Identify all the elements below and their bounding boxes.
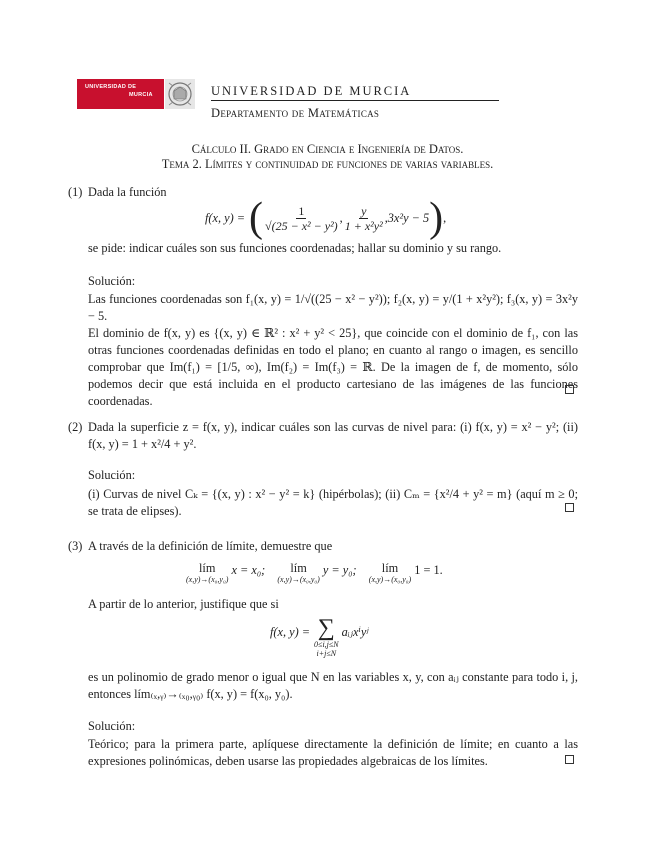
problem-3-statement: A través de la definición de límite, demuestre que [88, 539, 333, 553]
university-logo [77, 79, 164, 109]
header-divider [211, 100, 499, 101]
problem-1-solution-domain: El dominio de f(x, y) es {(x, y) ∈ ℝ² : x² + y² < 25}, que coincide con el dominio de f₁, con las otras funciones coordenadas definidas en todo el plano; en cuanto al rango o imagen, es sencillo comprobar que Im(f₁) = [1/5, ∞), Im(f₂) = Im(f₃) = ℝ. De la imagen de f, de momento, sólo podemos decir que está incluida en el producto cartesiano de las imágenes de las funciones coordenadas. [88, 326, 578, 408]
sum-icon: ∑ 0≤i,j≤N i+j≤N [314, 615, 339, 658]
department-name: Departamento de Matemáticas [211, 106, 380, 120]
problem-2-statement: Dada la superficie z = f(x, y), indicar cuáles son las curvas de nivel para: (i) f(x, y) = x² − y²; (ii) f(x, y) = 1 + x²/4 + y². [88, 420, 578, 451]
problem-3-polynomial: f(x, y) = ∑ 0≤i,j≤N i+j≤N aᵢⱼxⁱyʲ [270, 615, 369, 658]
formula-f2: $\frac{y}{\text{1 + x²y²}}$ [344, 203, 383, 233]
formula-f3: 3x²y − 5 [387, 210, 430, 225]
problem-1-ask: se pide: indicar cuáles son sus funciones coordenadas; hallar su dominio y su rango. [88, 241, 502, 255]
problem-3-limits: lím (x,y)→(x₀,y₀) x = x₀; lím (x,y)→(x₀,y₀) y = y₀; lím (x,y)→(x₀,y₀) 1 = 1. [186, 561, 443, 584]
course-title: Cálculo II. Grado en Ciencia e Ingeniería de Datos. [191, 142, 464, 156]
problem-3-number: (3) [68, 539, 83, 553]
problem-3-solution-label: Solución: [88, 719, 136, 733]
problem-1-statement: Dada la función [88, 185, 167, 199]
qed-square-icon [565, 503, 574, 512]
qed-square-icon [565, 755, 574, 764]
problem-2-solution-label: Solución: [88, 468, 136, 482]
problem-2-number: (2) [68, 420, 83, 434]
problem-1-formula: f(x, y) = ( $\frac{1}{\text{√(25 − x² − y²)}}$ , $\frac{y}{\text{1 + x²y²}}$ , 3x²y − 5 ) , [205, 195, 447, 241]
problem-1-number: (1) [68, 185, 83, 199]
problem-3-conclusion: es un polinomio de grado menor o igual que N en las variables x, y, con aᵢⱼ constante para todo i, j, entonces lím₍ₓ,ᵧ₎→₍ₓ₀,ᵧ₀₎ f(x, y) = f(x₀, y₀). [88, 670, 578, 701]
topic-title: Tema 2. Límites y continuidad de funciones de varias variables. [161, 157, 494, 171]
limit-2: lím (x,y)→(x₀,y₀) [277, 561, 320, 584]
limit-3: lím (x,y)→(x₀,y₀) [368, 561, 412, 584]
logo-text-line2: MURCIA [129, 92, 153, 98]
limit-1: lím (x,y)→(x₀,y₀) [186, 561, 229, 584]
formula-f1: $\frac{1}{\text{√(25 − x² − y²)}}$ [265, 203, 338, 233]
logo-text-line1: UNIVERSIDAD DE [85, 84, 137, 90]
problem-1-solution-coords: Las funciones coordenadas son f₁(x, y) = 1/√((25 − x² − y²)); f₂(x, y) = y/(1 + x²y²); f₃(x, y) = 3x²y − 5. [88, 292, 578, 323]
problem-3-solution: Teórico; para la primera parte, aplíquese directamente la definición de límite; en cuanto a las expresiones polinómicas, deben usarse las propiedades algebraicas de los límites. [88, 737, 578, 768]
university-seal-icon [165, 79, 195, 109]
qed-square-icon [565, 385, 574, 394]
problem-3-follow: A partir de lo anterior, justifique que si [88, 597, 279, 611]
problem-1-solution-label: Solución: [88, 274, 136, 288]
university-name: UNIVERSIDAD DE MURCIA [211, 84, 412, 98]
formula-lhs: f(x, y) = [205, 210, 246, 225]
problem-2-solution: (i) Curvas de nivel Cₖ = {(x, y) : x² − y² = k} (hipérbolas); (ii) Cₘ = {x²/4 + y² = m} (aquí m ≥ 0; se trata de elipses). [88, 487, 578, 518]
